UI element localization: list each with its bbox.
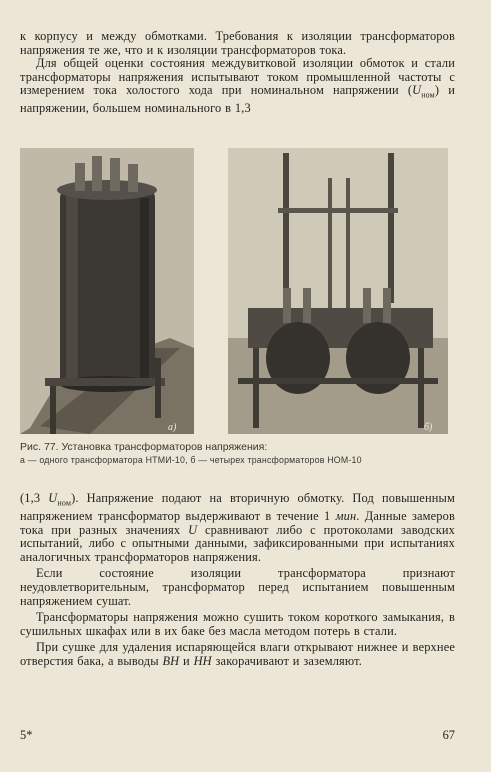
paragraph-insulation-assessment (20, 57, 455, 116)
caption-title: Рис. 77. Установка трансформаторов напряжения: (20, 441, 268, 453)
u-nom-subscript: ном (57, 498, 72, 508)
vn-label: ВН (162, 654, 180, 668)
text-run: При сушке для удаления испаряющейся влаги открывают нижнее и верхнее отверстия бака, а выводы (20, 640, 455, 668)
paragraph-voltage-test (20, 492, 455, 564)
label-b: б) (424, 422, 433, 433)
photo-four-transformers (228, 148, 448, 434)
caption-subtitle: а — одного трансформатора НТМИ-10, б — четырех трансформаторов НОМ-10 (20, 455, 362, 465)
paragraph-drying-methods: Трансформаторы напряжения можно сушить током короткого замыкания, в сушильных шкафах или в их баке без масла методом потерь в стали. (20, 610, 455, 638)
u-symbol: U (188, 522, 198, 537)
top-text (20, 30, 455, 116)
transformer-ntmi-photo (20, 148, 194, 434)
paragraph-continued: к корпусу и между обмотками. Требования к изоляции трансформаторов напряжения те же, что и к изоляции трансформаторов тока. (20, 29, 455, 57)
lower-text (20, 492, 455, 669)
text-run: ) и напряжении, большем номинального в 1,3 (20, 83, 455, 116)
signature-mark: 5* (20, 728, 33, 742)
text-run: Для общей оценки состояния междувитковой изоляции обмоток и стали трансформаторы напряжения испытывают током промышленной частоты с измерением тока холостого хода при номинальном напряжении ( (20, 56, 455, 98)
figure-caption (20, 441, 460, 466)
text-run: (1,3 (20, 491, 49, 505)
page-number: 67 (442, 728, 455, 742)
u-nom-symbol: U (412, 83, 422, 98)
photo-single-transformer (20, 148, 194, 434)
paragraph-drying-procedure (20, 641, 455, 668)
text-run: . Данные замеров тока при разных значениях (20, 509, 455, 537)
label-a: а) (168, 422, 177, 433)
minute-unit: мин (335, 509, 357, 524)
text-run: ). Напряжение подают на вторичную обмотку. Под повышенным напряжением трансформатор выдерживают в течение 1 (20, 491, 455, 524)
figure-77 (20, 148, 455, 434)
text-run: и (179, 654, 194, 668)
text-run: закорачивают и заземляют. (211, 654, 363, 668)
text-run: сравнивают либо с протоколами заводских испытаний, либо с опытными данными, зафиксированными при испытаниях аналогичных трансформаторов напряжения. (20, 522, 455, 564)
nn-label: НН (193, 654, 212, 668)
u-nom-subscript: ном (421, 90, 435, 100)
u-nom-symbol: U (48, 491, 58, 505)
transformers-nom-photo (228, 148, 448, 434)
paragraph-drying-decision: Если состояние изоляции трансформатора признают неудовлетворительным, трансформатор перед испытанием повышенным напряжением сушат. (20, 566, 455, 608)
